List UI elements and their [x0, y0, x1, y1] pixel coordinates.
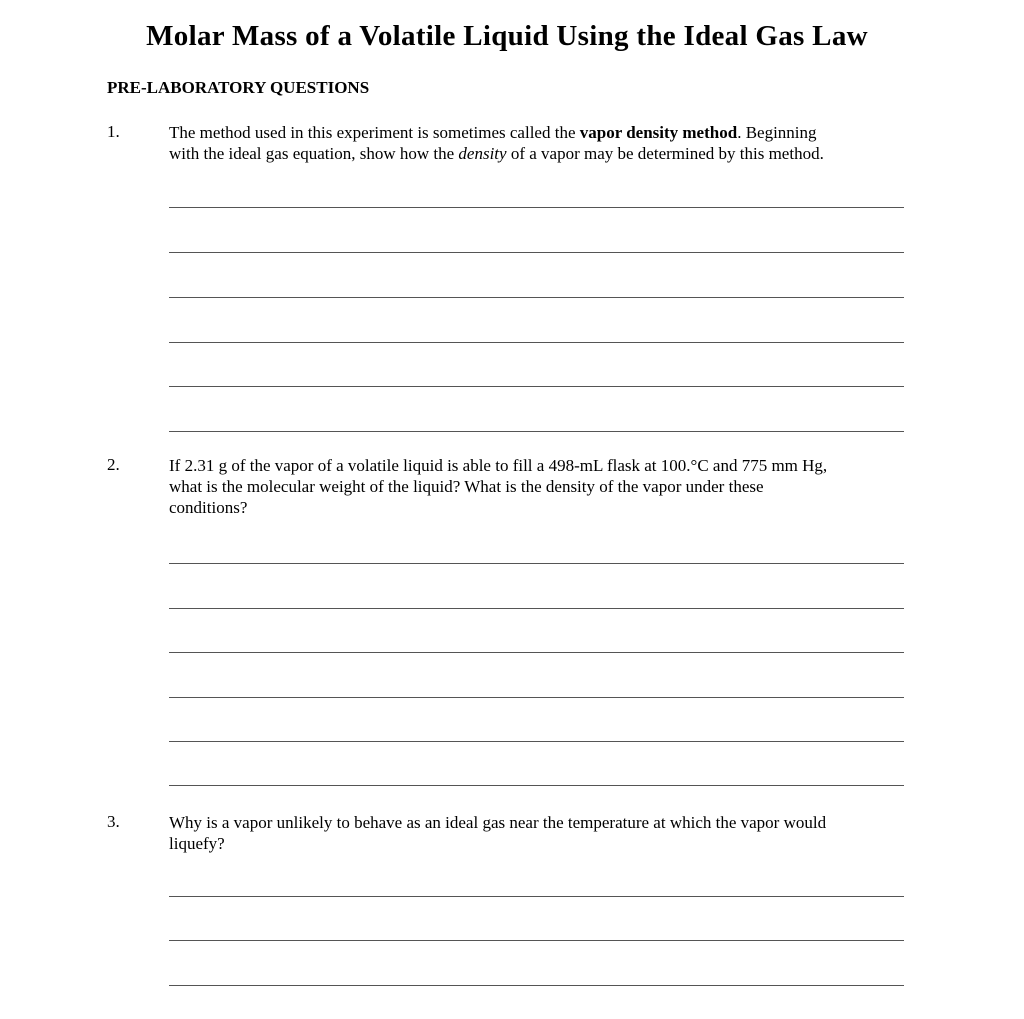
answer-line[interactable]	[169, 297, 904, 298]
italic-term: density	[458, 144, 507, 163]
question-number: 1.	[107, 122, 120, 141]
text: of a vapor may be determined by this method.	[506, 144, 824, 163]
text: The method used in this experiment is sometimes called the	[169, 123, 580, 142]
question-1-text	[169, 122, 909, 164]
answer-line[interactable]	[169, 431, 904, 432]
question-number: 2.	[107, 455, 120, 474]
answer-line[interactable]	[169, 608, 904, 609]
bold-term: vapor density method	[579, 123, 738, 142]
text-line: If 2.31 g of the vapor of a volatile liquid is able to fill a 498-mL flask at 100.°C and 775 mm Hg,	[169, 456, 828, 475]
answer-line[interactable]	[169, 252, 904, 253]
section-heading: PRE-LABORATORY QUESTIONS	[107, 78, 370, 97]
answer-line[interactable]	[169, 207, 904, 208]
text-line: conditions?	[169, 498, 248, 517]
question-3-text	[169, 812, 909, 854]
document-title: Molar Mass of a Volatile Liquid Using the Ideal Gas Law	[146, 20, 868, 52]
answer-line[interactable]	[169, 652, 904, 653]
question-2-text	[169, 455, 909, 518]
text-line: Why is a vapor unlikely to behave as an ideal gas near the temperature at which the vapor would	[169, 813, 827, 832]
answer-line[interactable]	[169, 896, 904, 897]
answer-line[interactable]	[169, 697, 904, 698]
answer-line[interactable]	[169, 741, 904, 742]
text-line: liquefy?	[169, 834, 225, 853]
answer-line[interactable]	[169, 342, 904, 343]
question-number: 3.	[107, 812, 120, 831]
text: . Beginning	[737, 123, 817, 142]
answer-line[interactable]	[169, 785, 904, 786]
answer-line[interactable]	[169, 386, 904, 387]
text: with the ideal gas equation, show how the	[169, 144, 459, 163]
answer-line[interactable]	[169, 985, 904, 986]
answer-line[interactable]	[169, 940, 904, 941]
text-line: what is the molecular weight of the liquid? What is the density of the vapor under these	[169, 477, 764, 496]
answer-line[interactable]	[169, 563, 904, 564]
